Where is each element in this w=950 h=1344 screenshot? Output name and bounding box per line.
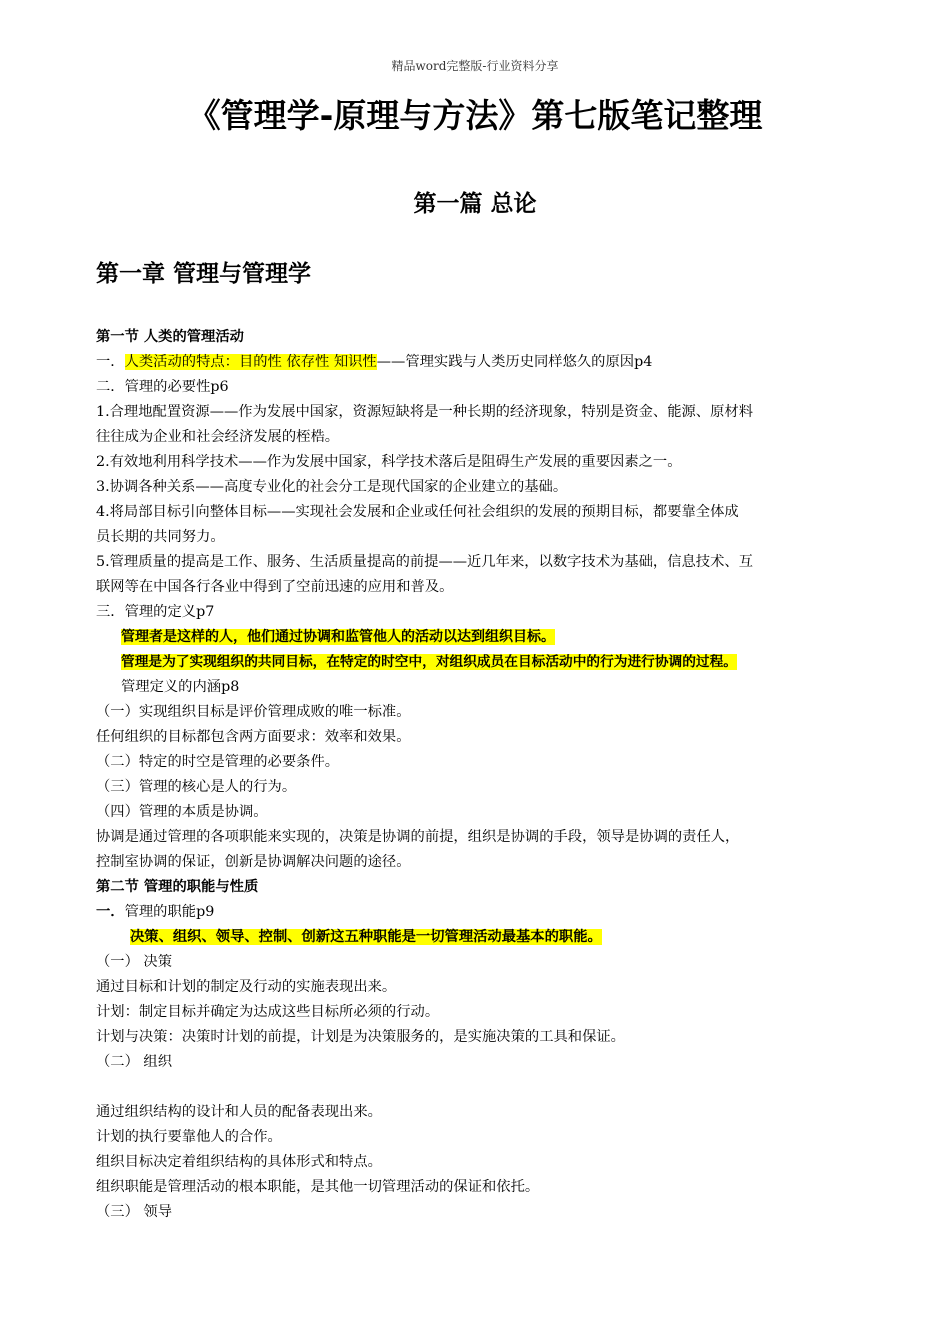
section-heading: 第一节 人类的管理活动: [96, 329, 244, 345]
paragraph-line: （二）特定的时空是管理的必要条件。: [96, 754, 340, 770]
definition-line: [121, 651, 737, 673]
paragraph-line: 2.有效地利用科学技术——作为发展中国家，科学技术落后是阻碍生产发展的重要因素之一。: [96, 454, 682, 470]
paragraph-line: 计划：制定目标并确定为达成这些目标所必须的行动。: [96, 1004, 440, 1020]
highlighted-text: 决策、组织、领导、控制、创新这五种职能是一切管理活动最基本的职能。: [130, 929, 602, 945]
paragraph-line: 员长期的共同努力。: [96, 529, 225, 545]
paragraph-line: 4.将局部目标引向整体目标——实现社会发展和企业或任何社会组织的发展的预期目标，都要靠全体成: [96, 504, 739, 520]
paragraph-line: 三．管理的定义p7: [96, 604, 215, 620]
highlighted-text: 管理者是这样的人，他们通过协调和监管他人的活动以达到组织目标。: [121, 629, 555, 645]
paragraph-line: （二） 组织: [96, 1054, 173, 1070]
paragraph-line: （一） 决策: [96, 954, 173, 970]
paragraph-line: [96, 901, 214, 923]
paragraph-line: （三）管理的核心是人的行为。: [96, 779, 297, 795]
page-header: 精品word完整版-行业资料分享: [391, 59, 559, 73]
paragraph-line: 通过目标和计划的制定及行动的实施表现出来。: [96, 979, 397, 995]
paragraph-line: （四）管理的本质是协调。: [96, 804, 268, 820]
paragraph-line: 1.合理地配置资源——作为发展中国家，资源短缺将是一种长期的经济现象，特别是资金、能源、原材料: [96, 404, 753, 420]
line-text: ——管理实践与人类历史同样悠久的原因p4: [376, 354, 653, 370]
paragraph-line: 计划的执行要靠他人的合作。: [96, 1129, 282, 1145]
document-title: 《管理学-原理与方法》第七版笔记整理: [187, 96, 763, 135]
paragraph-line: 往往成为企业和社会经济发展的桎梏。: [96, 429, 340, 445]
list-marker: 一．: [96, 354, 125, 370]
definition-line: [121, 626, 555, 648]
paragraph-line: 3.协调各种关系——高度专业化的社会分工是现代国家的企业建立的基础。: [96, 479, 568, 495]
paragraph-line: 组织目标决定着组织结构的具体形式和特点。: [96, 1154, 382, 1170]
chapter-heading: 第一章 管理与管理学: [96, 261, 312, 287]
definition-line: [130, 926, 602, 948]
line-text: 管理的职能p9: [124, 904, 215, 920]
paragraph-line: [96, 351, 652, 373]
paragraph-line: 通过组织结构的设计和人员的配备表现出来。: [96, 1104, 382, 1120]
paragraph-line: 协调是通过管理的各项职能来实现的，决策是协调的前提，组织是协调的手段，领导是协调的责任人，: [96, 829, 740, 845]
paragraph-line: （三） 领导: [96, 1204, 173, 1220]
paragraph-line: 二．管理的必要性p6: [96, 379, 229, 395]
paragraph-line: 组织职能是管理活动的根本职能，是其他一切管理活动的保证和依托。: [96, 1179, 540, 1195]
paragraph-line: 控制室协调的保证，创新是协调解决问题的途径。: [96, 854, 411, 870]
paragraph-line: 计划与决策：决策时计划的前提，计划是为决策服务的，是实施决策的工具和保证。: [96, 1029, 625, 1045]
list-marker: 一．: [96, 904, 125, 920]
section-heading: 第二节 管理的职能与性质: [96, 879, 259, 895]
part-heading: 第一篇 总论: [413, 191, 537, 217]
highlighted-text: 管理是为了实现组织的共同目标，在特定的时空中，对组织成员在目标活动中的行为进行协调的过程。: [121, 654, 737, 670]
paragraph-line: 5.管理质量的提高是工作、服务、生活质量提高的前提——近几年来，以数字技术为基础，信息技术、互: [96, 554, 753, 570]
paragraph-line: 任何组织的目标都包含两方面要求：效率和效果。: [96, 729, 411, 745]
paragraph-line: （一）实现组织目标是评价管理成败的唯一标准。: [96, 704, 411, 720]
paragraph-line: 联网等在中国各行各业中得到了空前迅速的应用和普及。: [96, 579, 454, 595]
highlighted-text: 人类活动的特点：目的性 依存性 知识性: [124, 354, 377, 370]
paragraph-line: 管理定义的内涵p8: [121, 679, 240, 695]
